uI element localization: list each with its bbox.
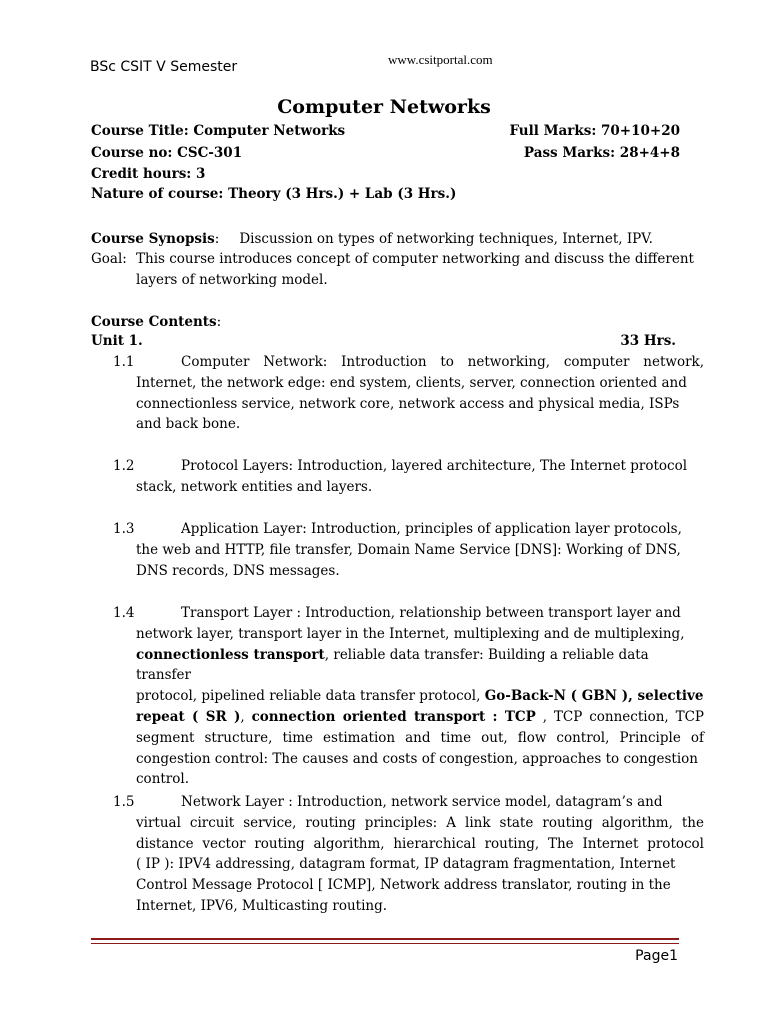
section-line: Internet, the network edge: end system, clients, server, connection oriented and [136,374,687,391]
section-line: Control Message Protocol [ ICMP], Network address translator, routing in the [136,877,671,894]
section-text: , TCP connection, TCP [535,708,704,725]
page-footer [635,948,678,964]
bold-term: connectionless transport [136,646,325,663]
synopsis-text: Discussion on types of networking techniques, Internet, IPV. [239,231,653,247]
page-title: Computer Networks [277,96,491,118]
section-line: Transport Layer : Introduction, relationship between transport layer and [181,605,681,621]
section-number: 1.2 [113,458,135,474]
unit-hours: 33 Hrs. [620,333,676,349]
section-number: 1.3 [113,521,135,537]
course-nature: Nature of course: Theory (3 Hrs.) + Lab (3 Hrs.) [91,186,457,202]
section-line: connectionless service, network core, network access and physical media, ISPs [136,395,680,412]
contents-label: Course Contents [91,314,217,330]
page-number: 1 [669,948,678,964]
footer-rule-thick [91,938,679,940]
synopsis-label: Course Synopsis [91,231,215,247]
section-1-5 [136,792,704,917]
course-number: Course no: CSC-301 [91,145,243,161]
page-label: Page [635,948,670,964]
section-line: stack, network entities and layers. [136,478,373,495]
section-number: 1.1 [113,354,135,370]
section-1-1 [136,352,704,435]
section-line: Protocol Layers: Introduction, layered architecture, The Internet protocol [181,458,688,474]
section-line: distance vector routing algorithm, hierarchical routing, The Internet protocol [136,835,704,852]
footer-rule-thin [91,943,679,944]
section-number: 1.4 [113,605,135,621]
section-line: segment structure, time estimation and time out, flow control, Principle of [136,729,704,746]
goal-line-2: layers of networking model. [136,272,328,288]
section-line [136,707,704,728]
section-line: virtual circuit service, routing principles: A link state routing algorithm, the [136,814,704,831]
section-line: network layer, transport layer in the Internet, multiplexing and de multiplexing, [136,625,685,642]
section-text: , reliable data transfer: Building a reliable data transfer [136,646,649,684]
section-line: Computer Network: Introduction to networking, computer network, [181,354,704,370]
credit-hours: Credit hours: 3 [91,166,206,182]
section-text: protocol, pipelined reliable data transfer protocol, [136,688,485,705]
section-line: DNS records, DNS messages. [136,562,340,579]
section-line: the web and HTTP, file transfer, Domain Name Service [DNS]: Working of DNS, [136,541,681,558]
bold-term: repeat ( SR ) [136,708,241,725]
contents-colon: : [216,314,222,330]
section-1-2 [136,456,704,498]
goal-label: Goal: [91,251,127,267]
full-marks: Full Marks: 70+10+20 [509,123,680,139]
goal-line-1: This course introduces concept of computer networking and discuss the different [136,251,694,267]
course-title: Course Title: Computer Networks [91,123,346,139]
bold-term: Go-Back-N ( GBN ), selective [484,688,704,705]
section-number: 1.5 [113,794,135,810]
section-line: and back bone. [136,416,241,433]
section-line: congestion control: The causes and costs of congestion, approaches to congestion [136,750,698,767]
section-1-4 [136,603,704,790]
header-url: www.csitportal.com [388,52,493,67]
header-semester: BSc CSIT V Semester [90,59,238,75]
section-line [136,645,704,687]
synopsis [91,229,653,250]
section-line: ( IP ): IPV4 addressing, datagram format, IP datagram fragmentation, Internet [136,856,676,873]
section-line [136,686,704,707]
section-line: Network Layer : Introduction, network service model, datagram’s and [181,794,663,810]
section-1-3 [136,519,704,581]
unit-label: Unit 1. [91,333,143,349]
synopsis-colon: : [214,231,220,247]
section-line: Internet, IPV6, Multicasting routing. [136,897,388,914]
pass-marks: Pass Marks: 28+4+8 [523,145,680,161]
bold-term: connection oriented transport : TCP [251,708,536,725]
section-line: Application Layer: Introduction, principles of application layer protocols, [181,521,682,537]
section-text: , [240,708,252,725]
section-line: control. [136,771,189,788]
contents-heading [91,312,221,333]
